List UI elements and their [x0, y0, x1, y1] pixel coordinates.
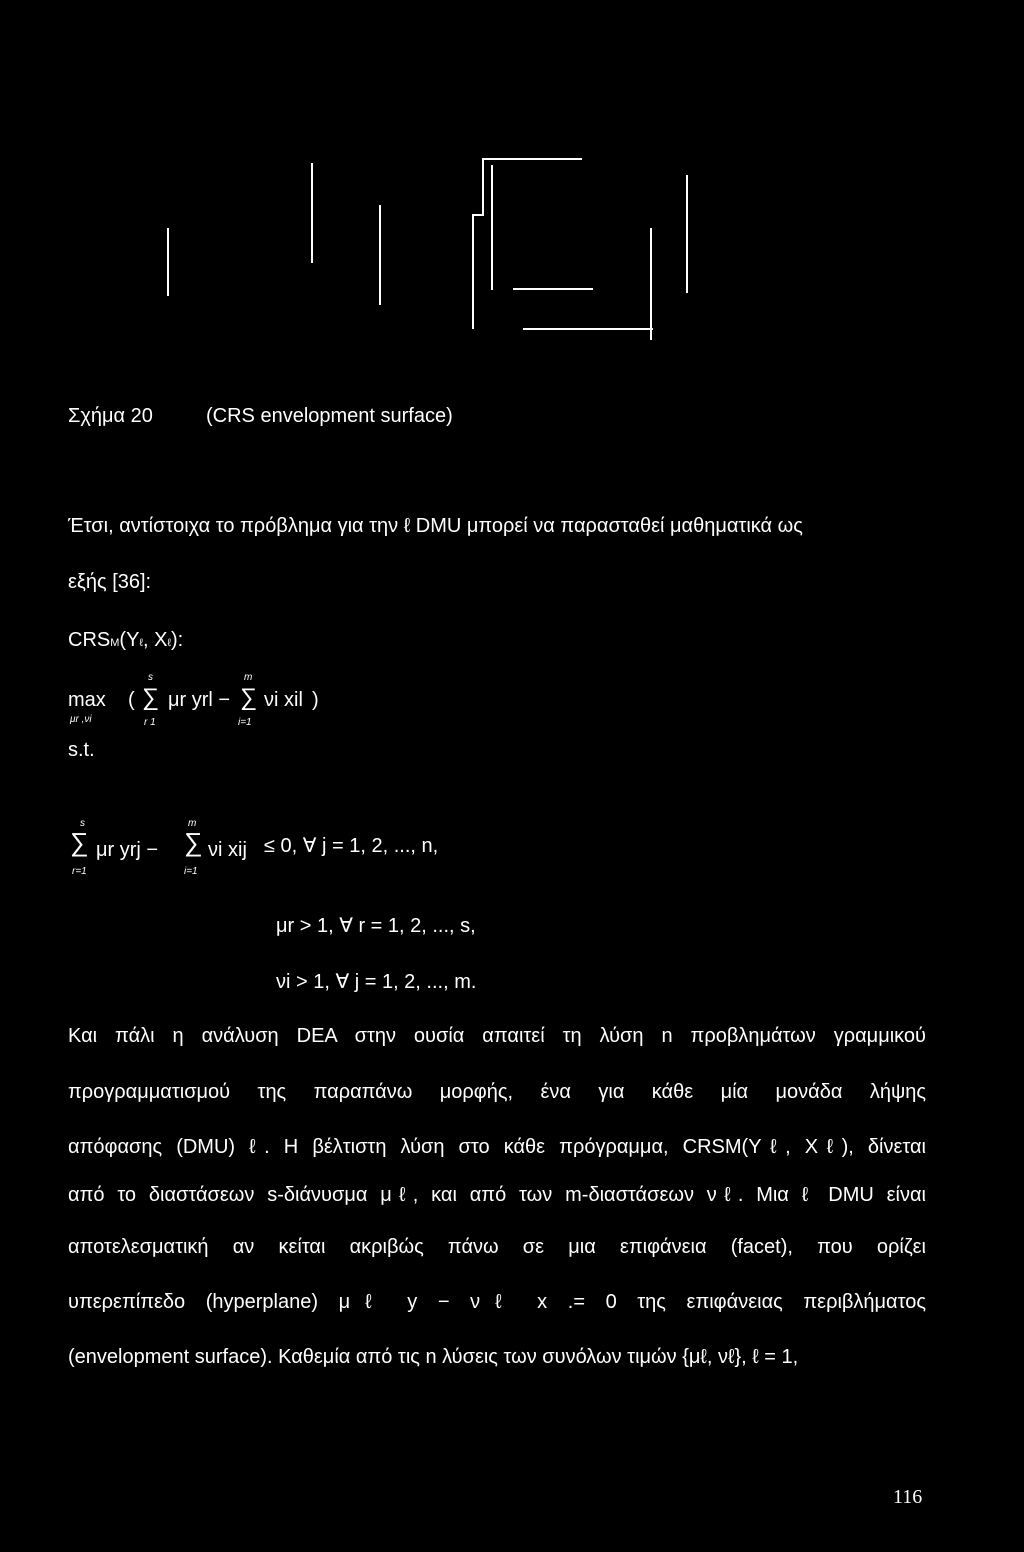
open-paren: ( — [128, 689, 135, 711]
figure-line — [379, 205, 381, 305]
figure-line — [686, 175, 688, 293]
sum-upper-limit: s — [148, 672, 153, 683]
objective-term: νi xil — [264, 689, 303, 711]
sum-upper-limit: m — [244, 672, 253, 683]
max-subscript: μr ,νi — [70, 714, 92, 725]
figure-line — [513, 288, 593, 290]
constraint-term: νi xij — [208, 839, 247, 861]
sum-lower-limit: i=1 — [238, 717, 252, 728]
sum-sign: ∑ — [142, 684, 160, 711]
constraint-2: μr > 1, ∀ r = 1, 2, ..., s, — [276, 915, 476, 937]
close-paren: ) — [312, 689, 319, 711]
figure-caption-title: (CRS envelopment surface) — [206, 405, 453, 427]
figure-caption-label: Σχήμα 20 — [68, 405, 153, 427]
paragraph-line: προγραμματισμού της παραπάνω μορφής, ένα για κάθε μία μονάδα λήψης — [68, 1081, 926, 1103]
subject-to: s.t. — [68, 739, 95, 761]
sum-sign: ∑ — [184, 827, 203, 857]
page-number: 116 — [893, 1486, 923, 1508]
sum-upper-limit: m — [188, 818, 197, 829]
constraint-term: μr yrj − — [96, 839, 159, 861]
model-name: CRSM(Yℓ, Xℓ): — [68, 629, 184, 651]
figure-line — [311, 163, 313, 263]
intro-line: Έτσι, αντίστοιχα το πρόβλημα για την ℓ DMU μπορεί να παρασταθεί μαθηματικά ως — [68, 515, 803, 537]
figure-line — [650, 228, 652, 340]
figure-line — [482, 158, 582, 160]
paragraph-line: υπερεπίπεδο (hyperplane) μℓ y − νℓ x .= 0 της επιφάνειας περιβλήματος — [68, 1291, 926, 1313]
paragraph-line: αποτελεσματική αν κείται ακριβώς πάνω σε μια επιφάνεια (facet), που ορίζει — [68, 1236, 926, 1258]
figure-line — [472, 214, 474, 329]
sum-sign: ∑ — [70, 827, 89, 857]
paragraph-line: απόφασης (DMU) ℓ. Η βέλτιστη λύση στο κάθε πρόγραμμα, CRSM(Yℓ, Xℓ), δίνεται — [68, 1136, 926, 1158]
sum-lower-limit: r 1 — [144, 717, 156, 728]
paragraph-line: (envelopment surface). Καθεμία από τις n λύσεις των συνόλων τιμών {μℓ, νℓ}, ℓ = 1, — [68, 1346, 799, 1368]
paragraph-line: από το διαστάσεων s-διάνυσμα μℓ, και από των m-διαστάσεων νℓ. Μια ℓ DMU είναι — [68, 1184, 926, 1206]
intro-line: εξής [36]: — [68, 571, 152, 593]
figure-line — [482, 158, 484, 216]
figure-line — [491, 165, 493, 290]
paragraph-line: Και πάλι η ανάλυση DEA στην ουσία απαιτεί τη λύση n προβλημάτων γραμμικού — [68, 1025, 926, 1047]
constraint-rhs: ≤ 0, ∀ j = 1, 2, ..., n, — [264, 835, 439, 857]
sum-sign: ∑ — [240, 684, 258, 711]
constraint-3: νi > 1, ∀ j = 1, 2, ..., m. — [276, 971, 477, 993]
sum-lower-limit: r=1 — [72, 866, 87, 877]
objective-term: μr yrl − — [168, 689, 231, 711]
figure-line — [523, 328, 653, 330]
sum-lower-limit: i=1 — [184, 866, 198, 877]
sum-upper-limit: s — [80, 818, 85, 829]
max-operator: max — [68, 689, 106, 711]
figure-line — [167, 228, 169, 296]
